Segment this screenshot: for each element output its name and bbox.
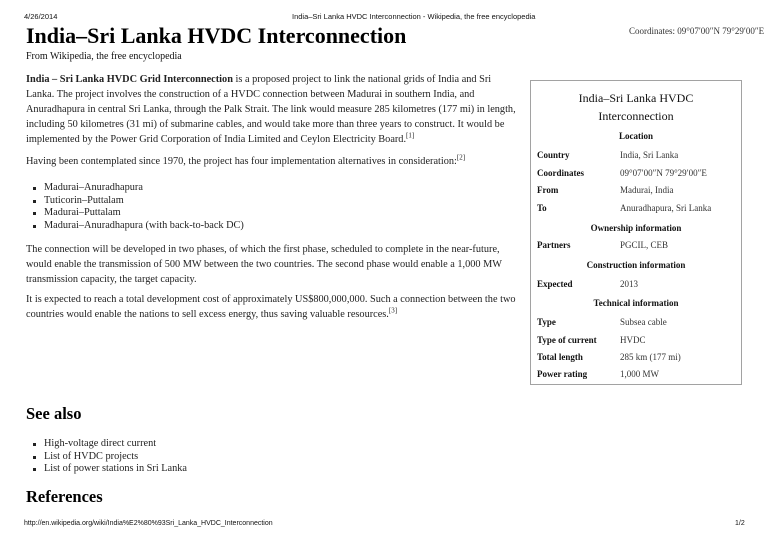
infobox-row-coordinates [531, 164, 741, 182]
row-value: 285 km (177 mi) [620, 352, 681, 362]
row-label: Coordinates [537, 168, 584, 178]
see-also-link[interactable]: High-voltage direct current [44, 438, 187, 451]
row-value: Madurai, India [620, 185, 674, 195]
infobox-section-technical: Technical information [593, 298, 679, 308]
see-also-link[interactable]: List of HVDC projects [44, 451, 187, 464]
row-value: India, Sri Lanka [620, 150, 679, 160]
infobox-row-to [531, 199, 741, 217]
row-label: Expected [537, 279, 573, 289]
infobox-row-current [531, 331, 741, 349]
row-label: Total length [537, 352, 583, 362]
row-value: Subsea cable [620, 317, 667, 327]
reference-2[interactable]: [2] [456, 153, 466, 162]
reference-1[interactable]: [1] [406, 131, 415, 140]
infobox-title [531, 89, 741, 125]
phases-paragraph: The connection will be developed in two phases, of which the first phase, scheduled to complete in the near-future, would enable the transmission of 500 MW between the two countries. The second phase would enable a 1,000 MW transmission capacity, the target capacity. [26, 244, 502, 285]
alternatives-list [44, 182, 244, 232]
intro-bold-term: India – Sri Lanka HVDC Grid Interconnection [26, 74, 233, 85]
coordinates-link[interactable]: Coordinates: 09°07′00″N 79°29′00″E [629, 26, 765, 36]
infobox-row-power [531, 365, 741, 383]
infobox-section-construction: Construction information [586, 260, 686, 270]
row-label: Power rating [537, 369, 588, 379]
see-also-link[interactable]: List of power stations in Sri Lanka [44, 463, 187, 474]
print-date: 4/26/2014 [24, 12, 58, 21]
row-value: HVDC [620, 335, 646, 345]
infobox-section-ownership: Ownership information [590, 223, 682, 233]
print-footer-url: http://en.wikipedia.org/wiki/India%E2%80%93Sri_Lanka_HVDC_Interconnection [24, 520, 273, 527]
references-heading: References [26, 487, 103, 506]
infobox [530, 80, 742, 385]
cost-paragraph [26, 292, 516, 322]
infobox-row-country [531, 146, 741, 164]
intro-paragraph [26, 72, 516, 147]
cost-text: It is expected to reach a total development cost of approximately US$800,000,000. Such a connection between the two countries would enable the nations to sell excess energy, thus saving valuable resources. [26, 294, 516, 320]
row-label: To [537, 203, 547, 213]
infobox-row-partners [531, 236, 741, 254]
reference-3[interactable]: [3] [388, 306, 398, 315]
page-tagline: From Wikipedia, the free encyclopedia [26, 51, 182, 62]
infobox-title-line2: Interconnection [598, 109, 674, 123]
row-value: 2013 [620, 279, 638, 289]
page-title: India–Sri Lanka HVDC Interconnection [26, 23, 407, 48]
infobox-row-type [531, 313, 741, 331]
infobox-row-from [531, 181, 741, 199]
print-header-title: India–Sri Lanka HVDC Interconnection - Wikipedia, the free encyclopedia [292, 12, 536, 21]
alternatives-text: Having been contemplated since 1970, the project has four implementation alternatives in consideration: [26, 156, 457, 167]
alternatives-paragraph [26, 154, 516, 169]
page-number: 1/2 [735, 520, 745, 527]
row-label: Country [537, 150, 570, 160]
list-item: Tuticorin–Puttalam [44, 195, 244, 208]
list-item: Madurai–Anuradhapura (with back-to-back DC) [44, 219, 244, 231]
infobox-row-expected [531, 275, 741, 293]
list-item: Madurai–Puttalam [44, 207, 244, 220]
see-also-list [44, 438, 187, 476]
row-value[interactable]: 09°07′00″N 79°29′00″E [620, 168, 707, 178]
infobox-row-length [531, 348, 741, 366]
row-value: PGCIL, CEB [620, 240, 669, 250]
infobox-title-line1: India–Sri Lanka HVDC [578, 91, 694, 105]
row-label: From [537, 185, 559, 195]
row-label: Type [537, 317, 556, 327]
row-label: Partners [537, 240, 571, 250]
intro-text: is a proposed project to link the national grids of India and Sri Lanka. The project involves the construction of a HVDC connection between Madurai in southern India, and Anuradhapura in central Sri Lanka, through the Palk Strait. The link would measure 285 kilometres (177 mi) in length, including 50 kilometres (31 mi) of submarine cables, and would take more than three years to construct. It would be implemented by the Power Grid Corporation of India Limited and Ceylon Electricity Board. [26, 74, 516, 145]
see-also-heading: See also [26, 404, 82, 423]
list-item: Madurai–Anuradhapura [44, 182, 244, 195]
infobox-section-location: Location [618, 131, 653, 141]
row-label: Type of current [537, 335, 597, 345]
row-value: 1,000 MW [620, 369, 659, 379]
row-value: Anuradhapura, Sri Lanka [620, 203, 712, 213]
